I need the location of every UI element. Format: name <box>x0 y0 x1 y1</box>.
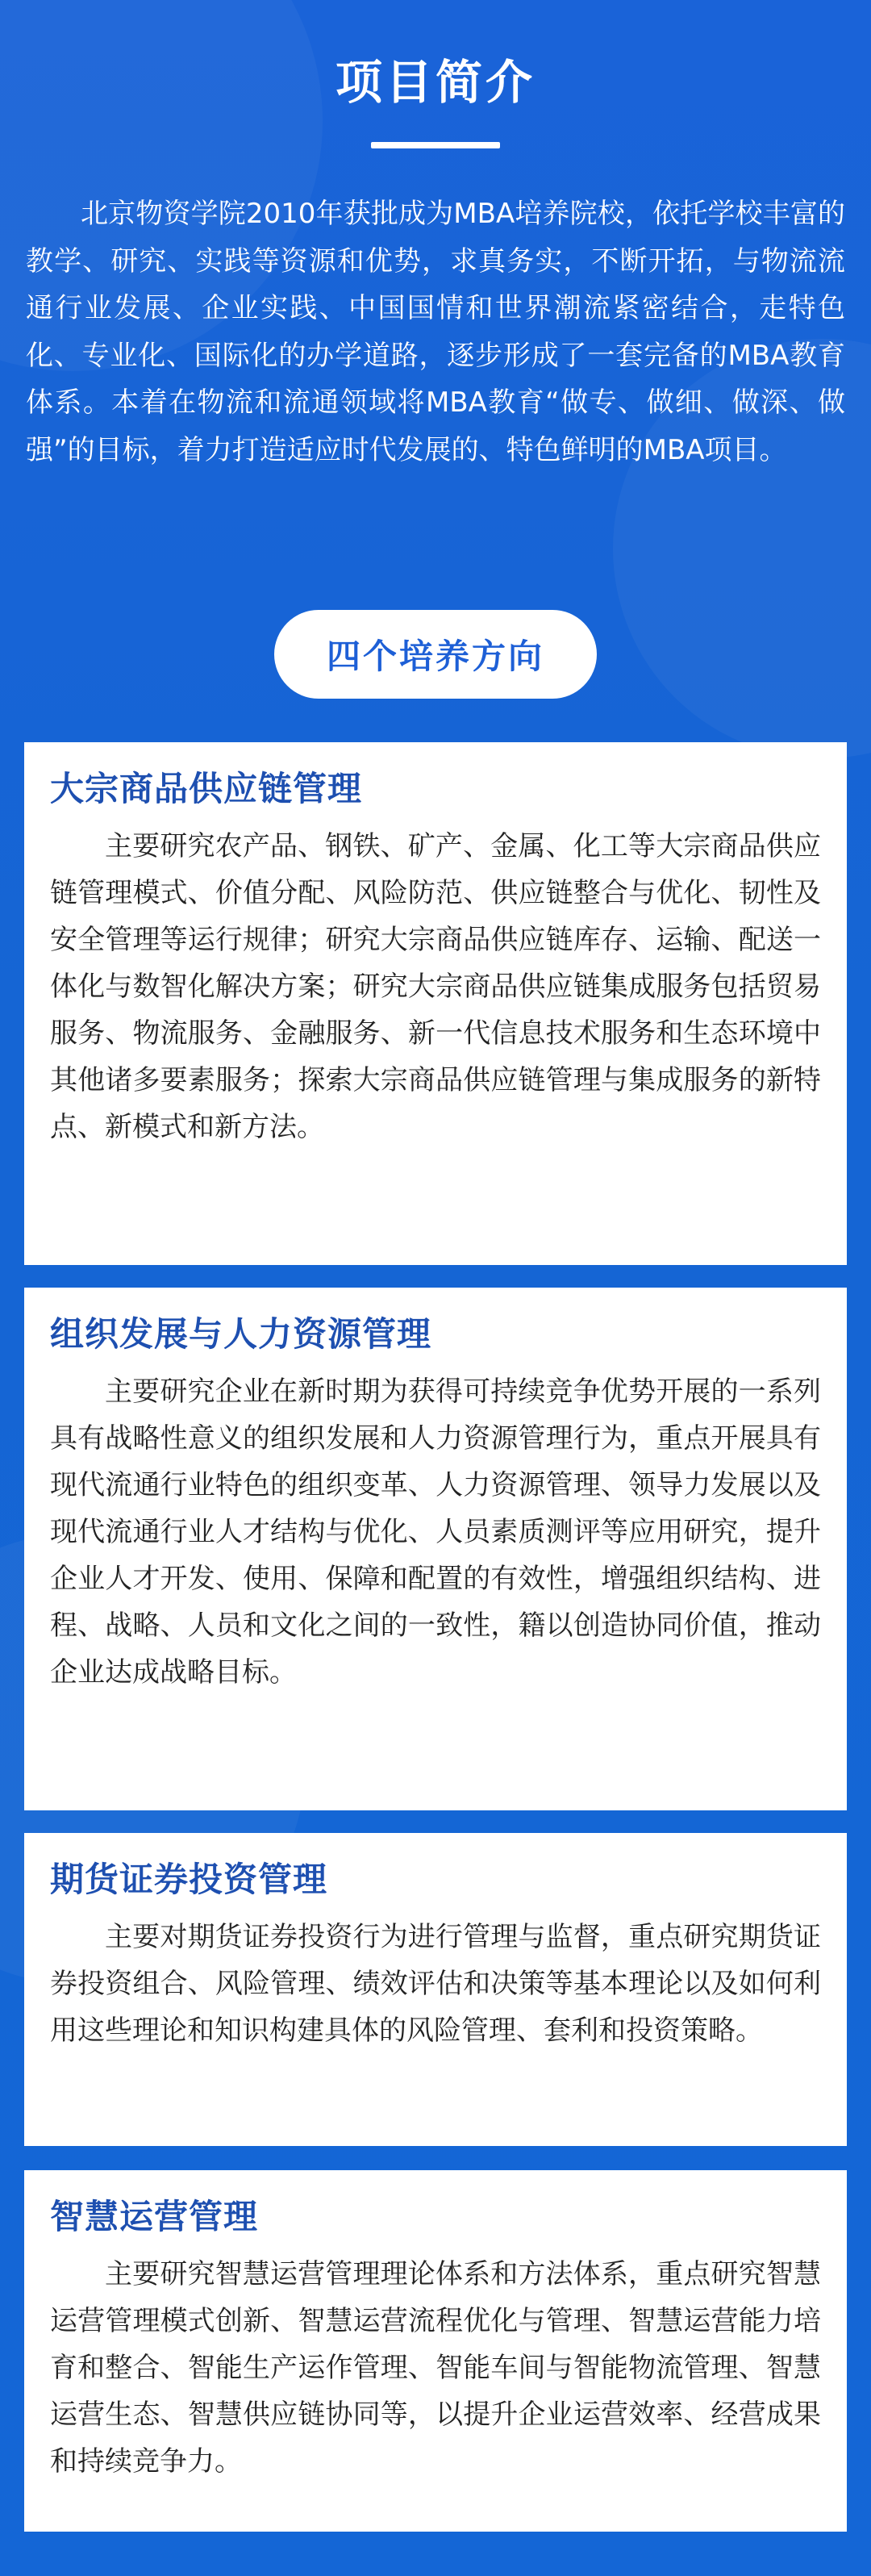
direction-card-supply-chain <box>24 742 847 1265</box>
direction-card-smart-operations <box>24 2170 847 2532</box>
direction-card-title: 组织发展与人力资源管理 <box>50 1314 432 1354</box>
direction-card-hr-management <box>24 1288 847 1810</box>
direction-card-body: 主要研究农产品、钢铁、矿产、金属、化工等大宗商品供应链管理模式、价值分配、风险防范、供应链整合与优化、韧性及安全管理等运行规律；研究大宗商品供应链库存、运输、配送一体化与数智化解决方案；研究大宗商品供应链集成服务包括贸易服务、物流服务、金融服务、新一代信息技术服务和生态环境中其他诸多要素服务；探索大宗商品供应链管理与集成服务的新特点、新模式和新方法。 <box>50 830 821 1143</box>
direction-card-title: 大宗商品供应链管理 <box>50 769 363 808</box>
direction-card-body: 主要研究智慧运营管理理论体系和方法体系，重点研究智慧运营管理模式创新、智慧运营流程优化与管理、智慧运营能力培育和整合、智能生产运作管理、智能车间与智能物流管理、智慧运营生态、智慧供应链协同等，以提升企业运营效率、经营成果和持续竞争力。 <box>50 2258 821 2478</box>
page-title: 项目简介 <box>335 55 536 110</box>
direction-card-title: 期货证券投资管理 <box>50 1860 328 1899</box>
directions-heading-badge <box>274 610 597 699</box>
direction-card-body: 主要研究企业在新时期为获得可持续竞争优势开展的一系列具有战略性意义的组织发展和人力资源管理行为，重点开展具有现代流通行业特色的组织变革、人力资源管理、领导力发展以及现代流通行业人才结构与优化、人员素质测评等应用研究，提升企业人才开发、使用、保障和配置的有效性，增强组织结构、进程、战略、人员和文化之间的一致性，籍以创造协同价值，推动企业达成战略目标。 <box>50 1376 821 1689</box>
direction-card-body: 主要对期货证券投资行为进行管理与监督，重点研究期货证券投资组合、风险管理、绩效评估和决策等基本理论以及如何利用这些理论和知识构建具体的风险管理、套利和投资策略。 <box>50 1921 821 2047</box>
intro-paragraph: 北京物资学院2010年获批成为MBA培养院校，依托学校丰富的教学、研究、实践等资源和优势，求真务实，不断开拓，与物流流通行业发展、企业实践、中国国情和世界潮流紧密结合，走特色化、专业化、国际化的办学道路，逐步形成了一套完备的MBA教育体系。本着在物流和流通领域将MBA教育“做专、做细、做深、做强”的目标，着力打造适应时代发展的、特色鲜明的MBA项目。 <box>26 198 845 466</box>
direction-card-futures-securities <box>24 1833 847 2146</box>
title-underline <box>371 142 500 148</box>
direction-card-title: 智慧运营管理 <box>50 2197 259 2236</box>
directions-heading: 四个培养方向 <box>326 637 544 676</box>
